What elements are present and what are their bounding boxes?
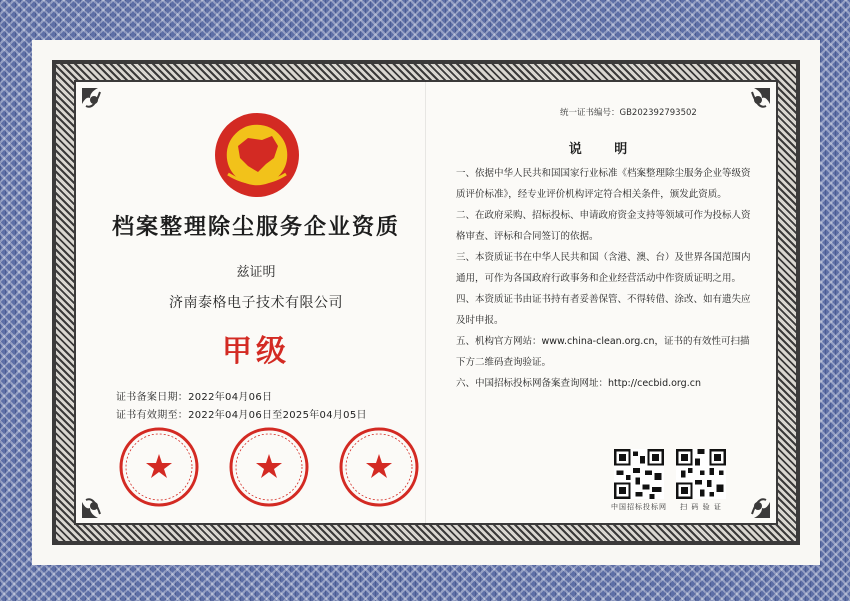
note-item: 二、在政府采购、招标投标、申请政府资金支持等领域可作为投标人资格审查、评标和合同签订的依据。	[456, 210, 751, 242]
filing-date: 证书备案日期：2022年04月06日	[116, 392, 273, 403]
company-name: 济南泰格电子技术有限公司	[169, 295, 343, 311]
qr-label: 扫 码 验 证	[680, 503, 722, 511]
note-item: 三、本资质证书在中华人民共和国（含港、澳、台）及世界各国范围内通用，可作为各国政府行政事务和企业经营活动中作资质证明之用。	[456, 252, 751, 284]
qr-label: 中国招标投标网	[611, 503, 667, 511]
grade-level: 甲级	[222, 334, 290, 369]
corner-ornament-icon	[80, 86, 114, 120]
qr-code-icon[interactable]	[676, 449, 726, 499]
note-item: 五、机构官方网站：www.china-clean.org.cn，证书的有效性可扫描下方二维码查询验证。	[456, 336, 750, 368]
note-item: 六、中国招标投标网备案查询网址：http://cecbid.org.cn	[456, 378, 701, 389]
notes-list	[456, 163, 756, 394]
valid-period: 证书有效期至：2022年04月06日至2025年04月05日	[116, 410, 367, 421]
emblem-icon	[214, 112, 300, 198]
corner-ornament-icon	[738, 486, 772, 520]
notes-title: 说 明	[568, 142, 642, 157]
note-item: 四、本资质证书由证书持有者妥善保管、不得转借、涂改、如有遗失应及时申报。	[456, 294, 751, 326]
seal-icon	[336, 424, 422, 510]
seal-icon	[116, 424, 202, 510]
corner-ornament-icon	[80, 486, 114, 520]
seal-icon	[226, 424, 312, 510]
certify-text: 兹证明	[236, 265, 276, 280]
certificate-number: 统一证书编号：GB202392793502	[560, 108, 697, 118]
note-item: 一、依据中华人民共和国国家行业标准《档案整理除尘服务企业等级资质评价标准》，经专业评价机构评定符合相关条件，颁发此资质。	[456, 168, 751, 200]
qr-code-icon[interactable]	[614, 449, 664, 499]
certificate-title: 档案整理除尘服务企业资质	[111, 215, 400, 240]
